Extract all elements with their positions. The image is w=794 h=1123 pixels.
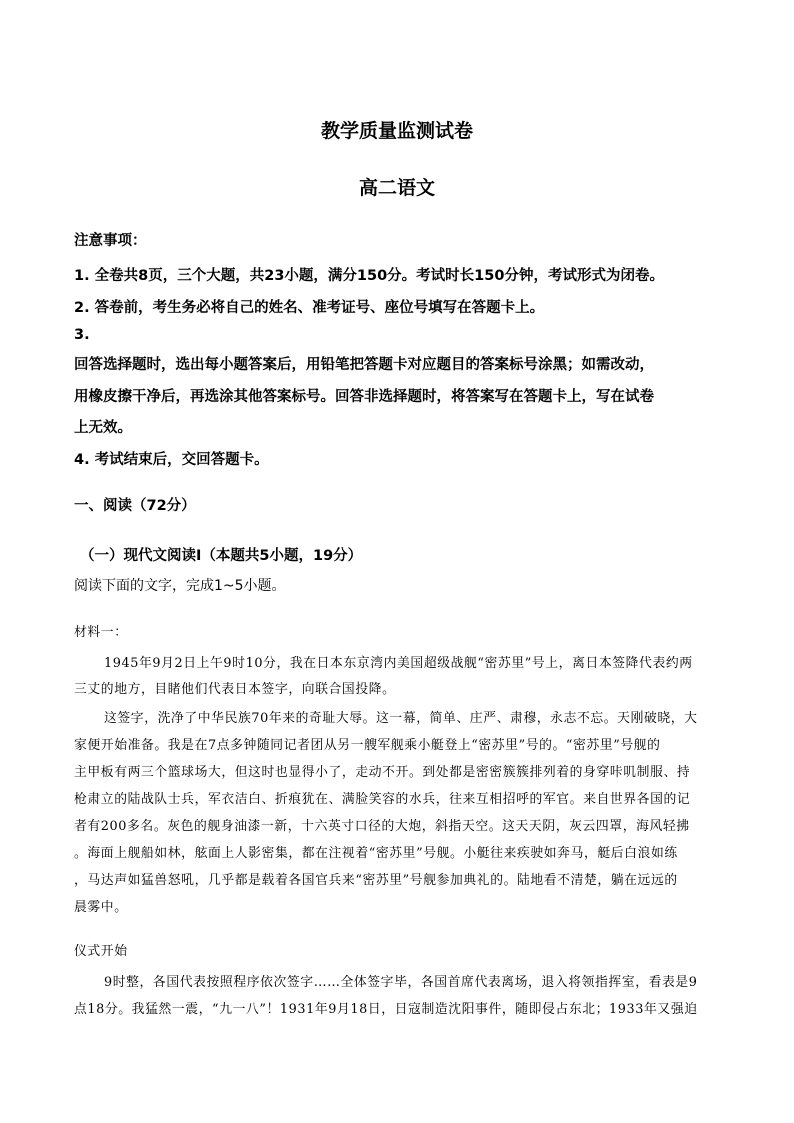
passage-line: 晨雾中。 <box>74 900 128 915</box>
passage-line: 点18分。我猛然一震，“九一八”！1931年9月18日，日寇制造沈阳事件，随即侵占东北；1933年又强迫 <box>74 1002 698 1017</box>
passage-line: 者有200多名。灰色的舰身油漆一新，十六英寸口径的大炮，斜指天空。这天天阴，灰云四罩，海风轻拂 <box>74 819 690 834</box>
note-item-3-line-1: 回答选择题时，选出每小题答案后，用铅笔把答题卡对应题目的答案标号涂黑；如需改动， <box>74 357 654 373</box>
material-label: 材料一： <box>74 625 128 640</box>
exam-subtitle: 高二语文 <box>358 177 435 199</box>
exam-title: 教学质量监测试卷 <box>320 120 473 142</box>
note-item-4: 4. 考试结束后，交回答题卡。 <box>74 452 269 468</box>
note-item-3-line-3: 上无效。 <box>74 420 132 436</box>
passage-line: 1945年9月2日上午9时10分，我在日本东京湾内美国超级战舰“密苏里”号上，离日本签降代表约两 <box>104 656 693 671</box>
passage-line: ，马达声如猛兽怒吼，几乎都是载着各国官兵来“密苏里”号舰参加典礼的。陆地看不清楚，躺在远远的 <box>74 873 678 888</box>
reading-instruction: 阅读下面的文字，完成1~5小题。 <box>74 578 286 594</box>
note-item-1: 1. 全卷共8页，三个大题，共23小题，满分150分。考试时长150分钟，考试形式为闭卷。 <box>74 268 664 284</box>
passage-line: 9时整，各国代表按照程序依次签字……全体签字毕，各国首席代表离场，退入将领指挥室，看表是9 <box>104 975 698 990</box>
notes-heading: 注意事项： <box>74 233 147 249</box>
ceremony-label: 仪式开始 <box>74 944 128 959</box>
section-title: 一、阅读（72分） <box>74 498 196 514</box>
passage-line: 三丈的地方，目睹他们代表日本签字，向联合国投降。 <box>74 682 396 697</box>
note-item-3-number: 3. <box>74 327 90 343</box>
passage-line: 这签字，洗净了中华民族70年来的奇耻大辱。这一幕，简单、庄严、肃穆，永志不忘。天刚破晓，大 <box>104 711 698 726</box>
passage-line: 枪肃立的陆战队士兵，军衣洁白、折痕犹在、满脸笑容的水兵，往来互相招呼的军官。来自世界各国的记 <box>74 792 691 807</box>
subsection-title: （一）现代文阅读Ⅰ（本题共5小题，19分） <box>80 548 363 564</box>
passage-line: 家便开始准备。我是在7点多钟随同记者团从另一艘军舰乘小艇登上“密苏里”号的。“密苏里”号舰的 <box>74 738 661 753</box>
note-item-2: 2. 答卷前，考生务必将自己的姓名、准考证号、座位号填写在答题卡上。 <box>74 300 545 316</box>
passage-line: 。海面上舰船如林，舷面上人影密集，都在注视着“密苏里”号舰。小艇往来疾驶如奔马，艇后白浪如练 <box>74 846 678 861</box>
note-item-3-line-2: 用橡皮擦干净后，再选涂其他答案标号。回答非选择题时，将答案写在答题卡上，写在试卷 <box>74 389 654 405</box>
passage-line: 主甲板有两三个篮球场大，但这时也显得小了，走动不开。到处都是密密簇簇排列着的身穿咔叽制服、持 <box>74 765 691 780</box>
